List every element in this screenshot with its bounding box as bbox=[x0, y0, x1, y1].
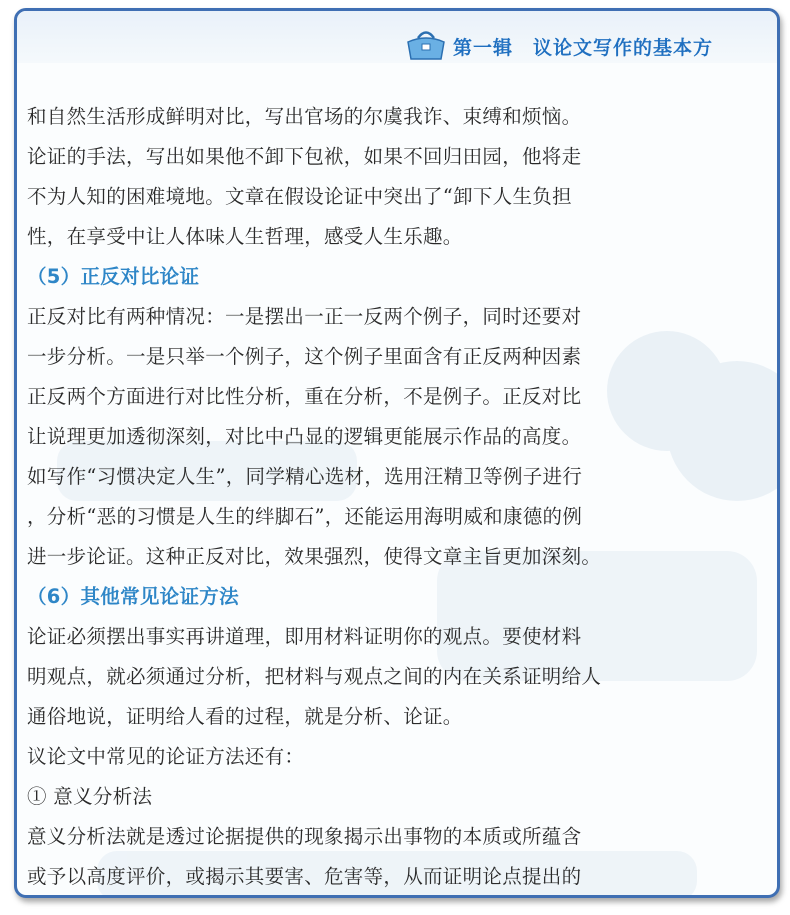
text-line: 正反两个方面进行对比性分析，重在分析，不是例子。正反对比 bbox=[27, 385, 582, 408]
text-line: 正反对比有两种情况：一是摆出一正一反两个例子，同时还要对 bbox=[27, 305, 582, 328]
text-line: 论证必须摆出事实再讲道理，即用材料证明你的观点。要使材料 bbox=[27, 625, 582, 648]
text-line: 一步分析。一是只举一个例子，这个例子里面含有正反两种因素 bbox=[27, 345, 582, 368]
section-heading: （6）其他常见论证方法 bbox=[27, 585, 239, 608]
text-line: 或予以高度评价，或揭示其要害、危害等，从而证明论点提出的 bbox=[27, 865, 582, 888]
text-line: 如写作“习惯决定人生”，同学精心选材，选用汪精卫等例子进行 bbox=[27, 465, 583, 488]
text-line: 议论文中常见的论证方法还有： bbox=[27, 745, 305, 768]
chapter-header-title bbox=[453, 33, 713, 60]
text-line: 和自然生活形成鲜明对比，写出官场的尔虞我诈、束缚和烦恼。 bbox=[27, 105, 582, 128]
text-line: 不为人知的困难境地。文章在假设论证中突出了“卸下人生负担 bbox=[27, 185, 572, 208]
body-text bbox=[27, 97, 780, 897]
text-line: 论证的手法，写出如果他不卸下包袱，如果不回归田园，他将走 bbox=[27, 145, 582, 168]
text-line: 明观点，就必须通过分析，把材料与观点之间的内在关系证明给人 bbox=[27, 665, 602, 688]
chapter-title: 议论文写作的基本方 bbox=[533, 37, 714, 59]
text-line: ，分析“恶的习惯是人生的绊脚石”，还能运用海明威和康德的例 bbox=[27, 505, 583, 528]
book-page bbox=[14, 8, 780, 898]
school-bag-icon bbox=[405, 29, 447, 61]
section-heading: （5）正反对比论证 bbox=[27, 265, 200, 288]
list-item-label: ① 意义分析法 bbox=[27, 785, 153, 808]
text-line: 性，在享受中让人体味人生哲理，感受人生乐趣。 bbox=[27, 225, 463, 248]
text-line: 进一步论证。这种正反对比，效果强烈，使得文章主旨更加深刻。 bbox=[27, 545, 602, 568]
text-line: 通俗地说，证明给人看的过程，就是分析、论证。 bbox=[27, 705, 463, 728]
chapter-section-label: 第一辑 bbox=[453, 37, 514, 59]
text-line: 让说理更加透彻深刻，对比中凸显的逻辑更能展示作品的高度。 bbox=[27, 425, 582, 448]
text-line: 意义分析法就是透过论据提供的现象揭示出事物的本质或所蕴含 bbox=[27, 825, 582, 848]
